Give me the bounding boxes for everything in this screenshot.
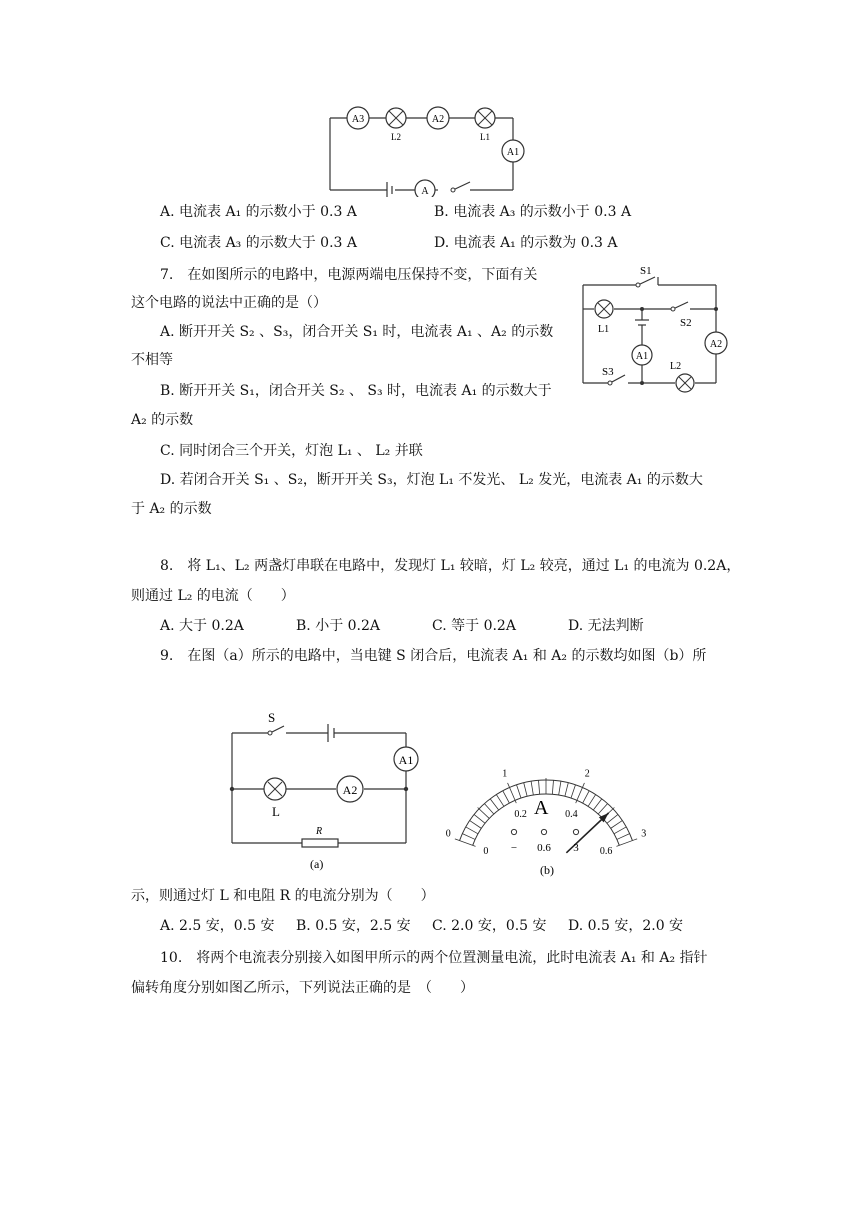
- q7-option-a-cont: 不相等: [131, 352, 173, 368]
- svg-text:A2: A2: [431, 114, 445, 125]
- bulb-l2-icon: [670, 361, 694, 392]
- svg-text:0.6: 0.6: [537, 842, 551, 854]
- q10-stem-line-1: 10. 将两个电流表分别接入如图甲所示的两个位置测量电流，此时电流表 A₁ 和 A₂ 指针: [160, 950, 708, 966]
- bulb-l2-icon: [386, 108, 406, 142]
- svg-text:A1: A1: [398, 753, 414, 767]
- figure-q9-b-ammeter: [446, 722, 646, 882]
- svg-text:(b): (b): [540, 863, 554, 877]
- figure-series-circuit: [325, 102, 535, 197]
- meter-tick: [470, 821, 482, 829]
- meter-tick: [531, 781, 533, 795]
- svg-text:A2: A2: [709, 339, 723, 350]
- figure-q7-circuit: [580, 262, 740, 398]
- q8-stem-line-2: 则通过 L₂ 的电流（ ）: [131, 588, 295, 604]
- q7-option-d: D. 若闭合开关 S₁ 、S₂，断开开关 S₃，灯泡 L₁ 不发光、 L₂ 发光，电流表 A₁ 的示数大: [160, 472, 703, 488]
- meter-tick: [517, 785, 521, 798]
- meter-tick: [490, 799, 498, 810]
- meter-tick: [593, 799, 601, 810]
- q7-stem-line-2: 这个电路的说法中正确的是（）: [131, 295, 327, 311]
- svg-text:S3: S3: [602, 366, 614, 378]
- q7-stem-line-1: 7. 在如图所示的电路中，电源两端电压保持不变，下面有关: [160, 267, 538, 283]
- q7-option-a: A. 断开开关 S₂ 、S₃，闭合开关 S₁ 时，电流表 A₁ 、A₂ 的示数: [160, 324, 554, 340]
- meter-tick: [474, 815, 485, 824]
- meter-tick: [455, 839, 476, 847]
- svg-text:L1: L1: [480, 132, 490, 142]
- q8-option-b: B. 小于 0.2A: [296, 618, 381, 634]
- meter-tick: [565, 783, 568, 797]
- meter-unit: A: [534, 797, 549, 819]
- meter-tick: [571, 785, 575, 798]
- meter-tick: [466, 827, 478, 834]
- meter-tick: [588, 795, 596, 807]
- q8-option-a: A. 大于 0.2A: [160, 618, 244, 634]
- ammeter-a1: [632, 345, 652, 365]
- meter-tick: [462, 834, 475, 840]
- outer-tick-0: 0: [446, 828, 451, 840]
- outer-tick-3: 3: [641, 828, 646, 840]
- q9-stem-line-1: 9. 在图（a）所示的电路中，当电键 S 闭合后，电流表 A₁ 和 A₂ 的示数均如图（b）所: [160, 648, 707, 664]
- meter-tick: [524, 783, 527, 797]
- q6-option-c: C. 电流表 A₃ 的示数大于 0.3 A: [160, 235, 358, 251]
- outer-tick-1: 1: [502, 768, 508, 780]
- q9-option-b: B. 0.5 安，2.5 安: [296, 918, 411, 934]
- q9-stem-line-2: 示，则通过灯 L 和电阻 R 的电流分别为（ ）: [131, 888, 435, 904]
- meter-tick: [617, 834, 630, 840]
- svg-text:(a): (a): [310, 857, 324, 871]
- q9-option-d: D. 0.5 安，2.0 安: [568, 918, 684, 934]
- meter-tick: [607, 815, 618, 824]
- svg-text:3: 3: [573, 842, 579, 854]
- svg-text:L2: L2: [391, 132, 401, 142]
- svg-text:A: A: [421, 186, 429, 197]
- inner-tick-3: 0.6: [599, 846, 613, 858]
- ammeter-a2: [427, 107, 449, 129]
- q10-stem-line-2: 偏转角度分别如图乙所示，下列说法正确的是 （ ）: [131, 980, 474, 996]
- svg-text:L2: L2: [670, 361, 682, 372]
- ammeter-a2: [705, 332, 727, 354]
- q6-option-b: B. 电流表 A₃ 的示数小于 0.3 A: [434, 204, 632, 220]
- q6-option-d: D. 电流表 A₁ 的示数为 0.3 A: [434, 235, 618, 251]
- svg-text:L1: L1: [598, 324, 610, 335]
- svg-text:A2: A2: [342, 783, 358, 797]
- ammeter-a1: [502, 140, 524, 162]
- q7-option-d-cont: 于 A₂ 的示数: [131, 501, 212, 517]
- q6-option-a: A. 电流表 A₁ 的示数小于 0.3 A: [160, 204, 357, 220]
- meter-tick: [614, 827, 626, 834]
- meter-tick: [598, 804, 607, 814]
- svg-text:L: L: [272, 804, 280, 819]
- meter-tick: [611, 821, 623, 829]
- svg-text:A1: A1: [635, 351, 649, 362]
- bulb-l-icon: [264, 778, 286, 819]
- ammeter-a: [415, 180, 435, 197]
- meter-tick: [559, 781, 561, 795]
- svg-text:S: S: [268, 710, 276, 725]
- q9-option-a: A. 2.5 安，0.5 安: [160, 918, 275, 934]
- inner-tick-0: 0: [483, 846, 489, 858]
- q8-option-d: D. 无法判断: [568, 618, 644, 634]
- svg-text:A1: A1: [506, 147, 520, 158]
- meter-tick: [616, 839, 637, 847]
- inner-tick-2: 0.4: [565, 809, 578, 821]
- meter-tick: [503, 791, 510, 803]
- svg-text:A3: A3: [351, 114, 365, 125]
- q9-option-c: C. 2.0 安，0.5 安: [432, 918, 547, 934]
- meter-tick: [539, 780, 540, 794]
- figure-q9-a-circuit: [228, 708, 428, 878]
- meter-tick: [583, 791, 590, 803]
- q7-option-b: B. 断开开关 S₁，闭合开关 S₂ 、 S₃ 时，电流表 A₁ 的示数大于: [160, 383, 552, 399]
- ammeter-a2: [337, 776, 363, 802]
- svg-text:R: R: [316, 826, 323, 837]
- bulb-l1-icon: [595, 300, 613, 335]
- outer-tick-2: 2: [584, 768, 590, 780]
- inner-tick-1: 0.2: [514, 809, 527, 821]
- meter-tick: [552, 780, 553, 794]
- meter-tick: [484, 804, 493, 814]
- q8-option-c: C. 等于 0.2A: [432, 618, 516, 634]
- svg-text:−: −: [510, 842, 518, 854]
- meter-tick: [496, 795, 504, 807]
- ammeter-a1: [394, 747, 418, 771]
- q7-option-c: C. 同时闭合三个开关，灯泡 L₁ 、 L₂ 并联: [160, 443, 423, 459]
- bulb-l1-icon: [475, 108, 495, 142]
- q7-option-b-cont: A₂ 的示数: [131, 412, 194, 428]
- svg-text:S1: S1: [640, 265, 652, 277]
- q8-stem-line-1: 8. 将 L₁、L₂ 两盏灯串联在电路中，发现灯 L₁ 较暗，灯 L₂ 较亮，通过 L₁ 的电流为 0.2A，: [160, 558, 741, 574]
- ammeter-a3: [347, 107, 369, 129]
- svg-text:S2: S2: [680, 317, 692, 329]
